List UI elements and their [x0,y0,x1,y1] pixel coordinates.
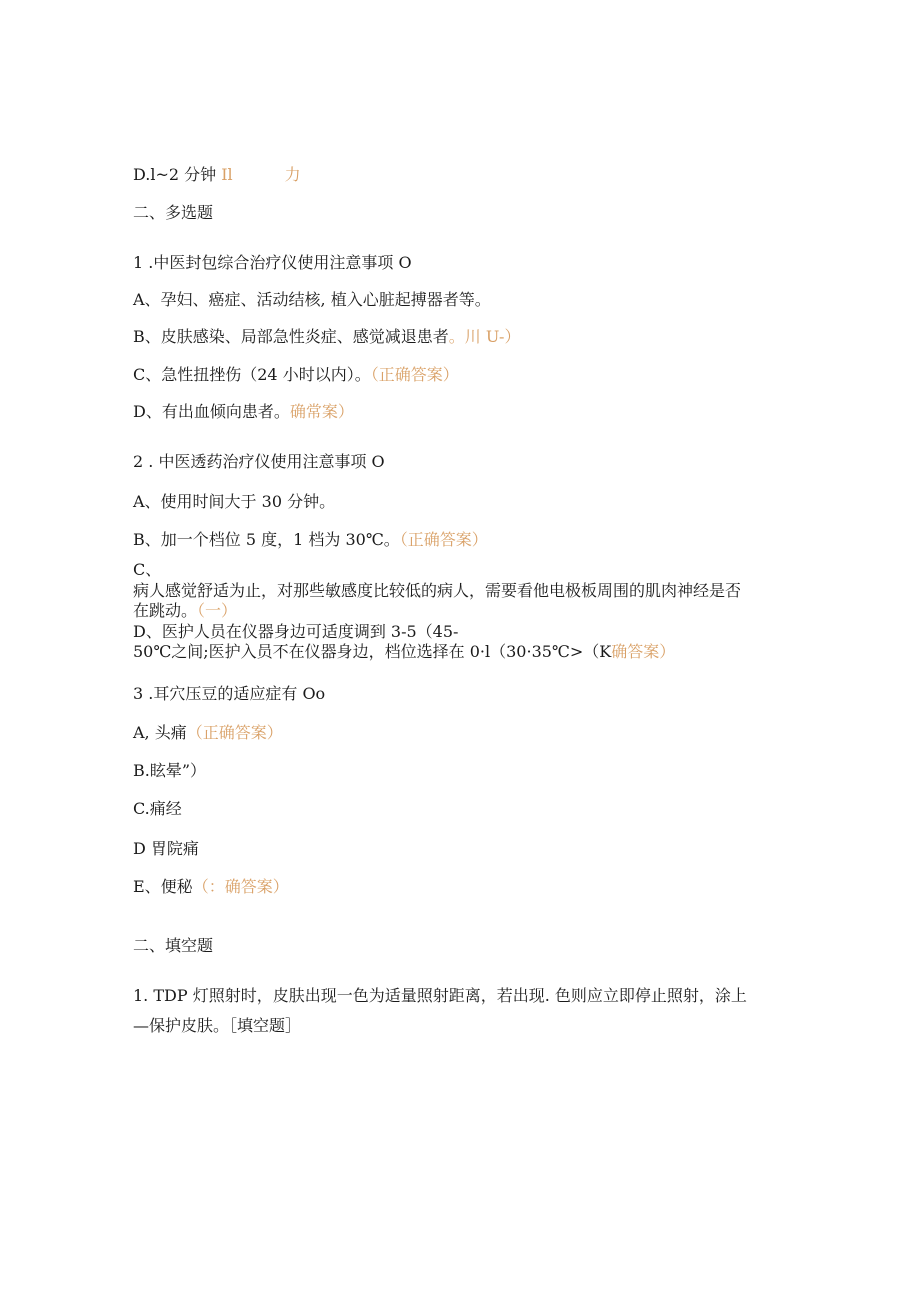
answer-mark: 确答案） [611,642,676,661]
question-option: A、使用时间大于 30 分钟。 [133,492,336,511]
question-option: C.痛经 [133,799,182,818]
answer-mark: 确常案） [289,402,354,421]
question-option [133,642,675,662]
question-option: B.眩晕”） [133,761,207,780]
question-option [133,601,237,621]
option-text: 在跳动。 [133,601,198,620]
question-option [133,530,488,550]
answer-mark: （正确答案） [370,365,459,384]
question-option [133,877,289,897]
answer-mark: （正确答案） [399,530,488,549]
question-option [133,402,354,422]
option-text: A, 头痛 [133,723,187,742]
question-option: A、孕妇、癌症、活动结核, 植入心脏起搏器者等。 [133,290,491,309]
option-text: E、便秘 [133,877,193,896]
question-option [133,365,459,385]
question-stem: 1 .中医封包综合治疗仪使用注意事项 O [133,253,412,272]
answer-mark: 力 [284,165,301,184]
question-option: D 胃院痛 [133,839,199,858]
answer-mark: （一） [197,601,238,620]
section-title-fill-blank: 二、填空题 [133,936,214,955]
answer-mark: （正确答案） [186,723,283,742]
option-text: B、加一个档位 5 度，1 档为 30℃。 [133,530,400,549]
fill-question-line: —保护皮肤。［填空题］ [133,1016,302,1035]
fill-question-line: 1. TDP 灯照射时，皮肤出现一色为适量照射距离，若出现. 色则应立即停止照射，涂上 [133,986,747,1005]
option-text: B、皮肤感染、局部急性炎症、感觉减退患者 [133,327,449,346]
option-text: C、急性扭挫伤（24 小时以内）。 [133,365,371,384]
option-text: 50℃之间;医护入员不在仪器身边，档位选择在 0·l（30·35℃>（K [133,642,612,661]
option-text: D、有出血倾向患者。 [133,402,290,421]
question-option-label: C、 [133,560,162,579]
question-option: 病人感觉舒适为止，对那些敏感度比较低的病人，需要看他电极板周围的肌肉神经是否 [133,581,742,600]
question-stem: 2 . 中医透药治疗仪使用注意事项 O [133,452,385,471]
section-title-multiple-choice: 二、多选题 [133,203,214,222]
answer-mark: （：确答案） [192,877,289,896]
question-option: D、医护人员在仪器身边可适度调到 3-5（45- [133,622,459,641]
question-stem: 3 .耳穴压豆的适应症有 Oo [133,684,326,703]
answer-mark: 。川 U-） [448,327,521,346]
answer-mark: Il [221,165,233,184]
option-text: D.l~2 分钟 [133,165,217,184]
question-option [133,723,283,743]
question-option [133,327,520,347]
prev-question-option-d [133,165,301,185]
